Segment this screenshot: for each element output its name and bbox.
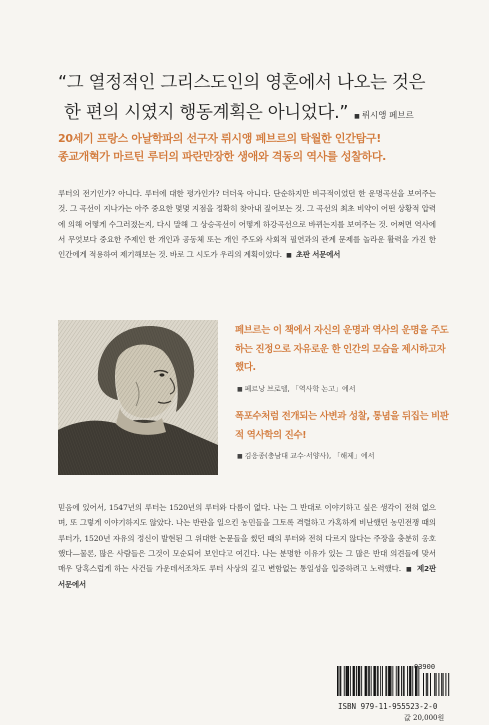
barcode-bar — [371, 666, 372, 696]
portrait-engraving — [58, 320, 218, 475]
barcode-bar — [410, 666, 412, 696]
barcode-bar — [344, 666, 345, 696]
barcode-addon-bar — [430, 673, 431, 696]
pull-quote — [58, 68, 458, 132]
barcode-bar — [361, 666, 362, 696]
barcode-bar — [347, 666, 348, 696]
quote-attribution — [352, 111, 414, 121]
barcode-addon-bar — [448, 673, 449, 696]
barcode-bar — [398, 666, 399, 696]
square-bullet-icon: ■ — [237, 453, 243, 460]
praise-1-citation — [235, 384, 450, 394]
barcode-bar — [391, 666, 392, 696]
barcode-bar — [403, 666, 404, 696]
barcode-bar — [350, 666, 351, 696]
headline-line-2: 종교개혁가 마르틴 루터의 파란만장한 생애와 격동의 역사를 성찰하다. — [58, 150, 387, 163]
barcode-bar — [380, 666, 381, 696]
barcode-bar — [404, 666, 405, 696]
barcode-addon-bar — [436, 673, 437, 696]
isbn-number: ISBN 979-11-955523-2-0 — [338, 702, 438, 711]
barcode-bar — [401, 666, 402, 696]
second-edition-paragraph — [58, 500, 436, 593]
barcode-bar — [358, 666, 360, 696]
barcode-bar — [382, 666, 383, 696]
praise-2-citation-text: 김응종(충남대 교수·서양사), 「해제」에서 — [244, 452, 375, 460]
quote-author: 뤼시앵 페브르 — [361, 111, 414, 121]
intro-source: 초판 서문에서 — [295, 250, 341, 260]
barcode-bar — [378, 666, 379, 696]
barcode-addon-bar — [445, 673, 446, 696]
barcode-bar — [354, 666, 355, 696]
praise-1-text: 페브르는 이 책에서 자신의 운명과 역사의 운명을 주도하는 진정으로 자유로운 한 인간의 모습을 제시하고자 했다. — [235, 325, 449, 373]
barcode-bar — [396, 666, 397, 696]
barcode-bar — [366, 666, 367, 696]
quote-line-2 — [58, 98, 458, 132]
barcode-bar — [377, 666, 378, 696]
barcode-bar — [407, 666, 408, 696]
barcode-bar — [366, 666, 367, 696]
barcode-bars — [335, 663, 455, 701]
barcode-addon-bar — [426, 673, 427, 696]
square-bullet-icon: ■ — [237, 385, 243, 393]
barcode-bar — [389, 666, 391, 696]
barcode-bar — [385, 666, 386, 696]
barcode-bar — [365, 666, 366, 696]
luther-portrait-image — [58, 320, 218, 475]
barcode-bar — [388, 666, 389, 696]
second-edition-text: 믿음에 있어서, 1547년의 루터는 1520년의 루터와 다름이 없다. 나는 그 반대로 이야기하고 싶은 생각이 전혀 없으며, 또 그렇게 이야기하지도 않았다. 나는 반란을 일으킨 농민들을 그토록 격렬하고 가혹하게 비난했던 농민전쟁 때의 루터가, 1520년 자유의 정신이 발현된 그 위대한 논문들을 썼던 때의 루터와 전혀 다르지 않다는 주장을 충분히 옹호했다—물론, 많은 사람들은 그것이 모순되어 보인다고 여긴다. 나는 분명한 이유가 있는 그 많은 반대 의견들에 맞서 매우 당혹스럽게 하는 사건들 가운데서조차도 루터 사상의 깊고 변함없는 통일성을 입증하려고 노력했다. — [58, 503, 436, 574]
praise-2-citation — [235, 451, 450, 461]
headline — [58, 130, 458, 166]
barcode-bar — [368, 666, 370, 696]
quote-line-1: “그 열정적인 그리스도인의 영혼에서 나오는 것은 — [58, 73, 426, 93]
barcode-addon-bar — [438, 673, 439, 696]
barcode-bar — [386, 666, 387, 696]
barcode-bar — [399, 666, 400, 696]
barcode-add-on: 03900 — [414, 663, 436, 671]
barcode-bar — [340, 666, 341, 696]
square-bullet-icon: ■ — [286, 252, 292, 260]
barcode-bar — [346, 666, 347, 696]
barcode-addon-bar — [441, 673, 442, 696]
intro-paragraph — [58, 186, 436, 263]
barcode-addon-bar — [443, 673, 444, 696]
barcode-addon-bar — [434, 673, 435, 696]
headline-line-1: 20세기 프랑스 아날학파의 선구자 뤼시앵 페브르의 탁월한 인간탐구! — [58, 132, 381, 145]
barcode-addon-bar — [427, 673, 428, 696]
barcode-bar — [373, 666, 375, 696]
praise-block-1 — [235, 322, 450, 394]
barcode-bar — [392, 666, 393, 696]
barcode-bar — [375, 666, 376, 696]
praise-2-text: 폭포수처럼 전개되는 사변과 성찰, 통념을 뒤집는 비판적 역사학의 진수! — [235, 411, 449, 441]
second-edition-source: 제2판 서문에서 — [58, 564, 437, 590]
intro-text: 루터의 전기인가? 아니다. 루터에 대한 평가인가? 더더욱 아니다. 단순하지만 비극적이었던 한 운명곡선을 보여주는 것. 그 곡선이 지나가는 아주 중요한 몇몇 지점을 정확히 찾아내 짚어보는 것. 그 곡선의 최초 비약이 어떤 상황적 압력에 의해 어떻게 수그러졌는지, 다시 말해 그 상승곡선이 어떻게 하강곡선으로 바뀌는지를 보여주는 것. 어쩌면 역사에서 무엇보다 중요한 주제인 한 개인과 공동체 또는 개인 주도와 사회적 필연과의 관계 문제를 놀라운 활력을 가진 한 인간에게 적용하여 제기해보는 것. 바로 그 시도가 우리의 계획이었다. — [58, 189, 436, 260]
square-bullet-icon: ■ — [405, 566, 413, 574]
barcode-bar — [337, 666, 339, 696]
barcode-bar — [356, 666, 357, 696]
barcode-bar — [409, 666, 410, 696]
barcode-bar — [353, 666, 355, 696]
praise-1-citation-text: 페르낭 브로델, 「역사학 논고」에서 — [244, 384, 356, 393]
barcode-addon-bar — [423, 673, 424, 696]
barcode-bar — [340, 666, 341, 696]
quote-line-2-text: 한 편의 시였지 행동계획은 아니었다.” — [64, 103, 349, 123]
praise-block-2 — [235, 408, 450, 461]
book-price: 값 20,000원 — [404, 714, 445, 722]
square-bullet-icon: ■ — [354, 113, 360, 120]
barcode-bar — [347, 666, 349, 696]
barcode-bar — [359, 666, 360, 696]
